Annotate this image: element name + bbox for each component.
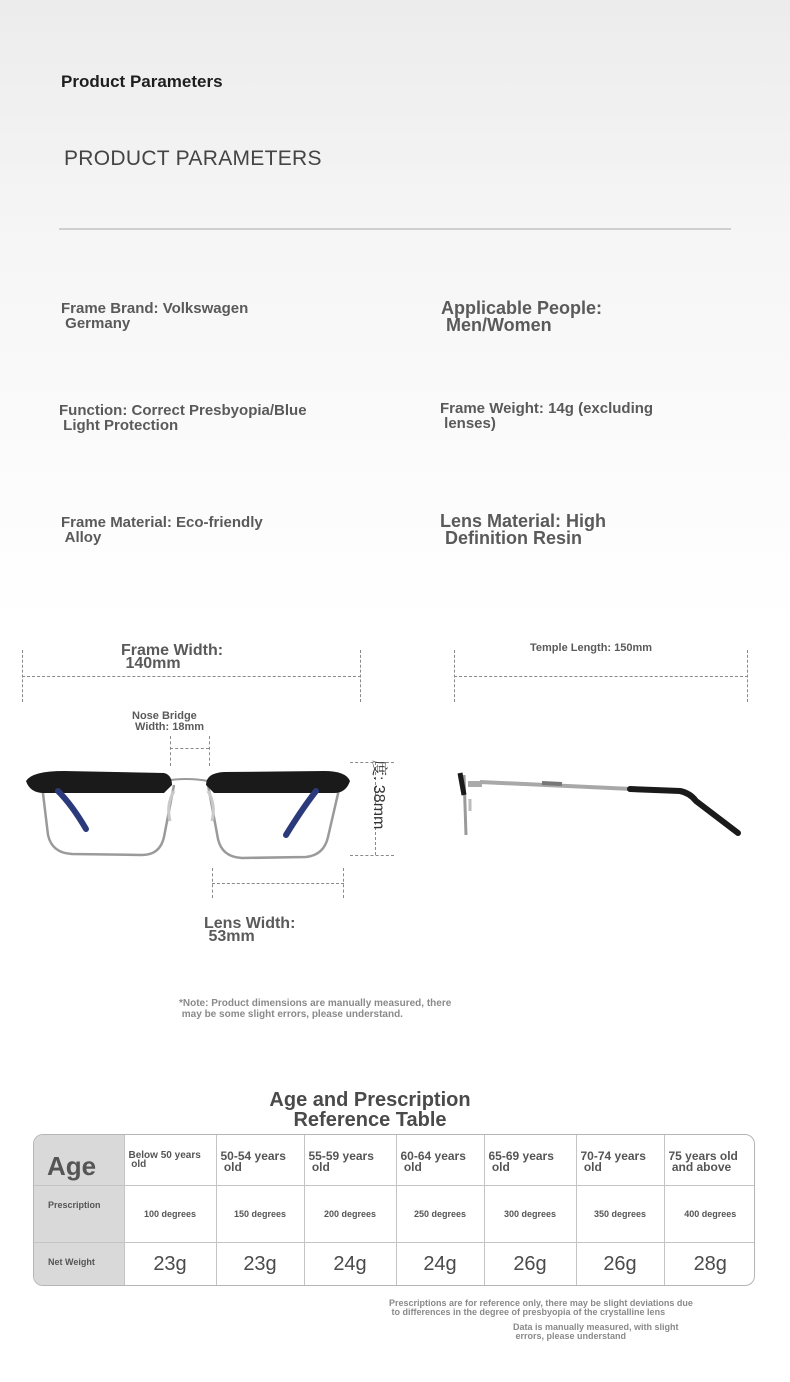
lens-width-dimension-line xyxy=(212,883,344,884)
temple-length-dimension-line xyxy=(454,676,748,677)
param-applicable-people: Applicable People: Men/Women xyxy=(441,298,603,335)
prescription-cell: 300 degrees xyxy=(484,1185,576,1242)
age-cell: 75 years old and above xyxy=(664,1135,755,1185)
prescription-cell: 400 degrees xyxy=(664,1185,755,1242)
weight-cell: 23g xyxy=(124,1242,216,1286)
age-header: Age xyxy=(34,1135,124,1185)
footnote-prescription: Prescriptions are for reference only, there may be slight deviations due to differences in the degree of presbyopia of the crystalline lens xyxy=(389,1298,693,1317)
frame-width-tick-right xyxy=(360,650,361,702)
age-cell: 65-69 years old xyxy=(484,1135,576,1185)
lens-width-label: Lens Width: 53mm xyxy=(204,915,296,945)
age-cell: 70-74 years old xyxy=(576,1135,664,1185)
frame-width-label: Frame Width: 140mm xyxy=(121,642,224,672)
lens-height-tick-bottom xyxy=(350,855,394,856)
param-lens-material: Lens Material: High Definition Resin xyxy=(440,511,607,548)
prescription-cell: 250 degrees xyxy=(396,1185,484,1242)
age-cell: 50-54 years old xyxy=(216,1135,304,1185)
prescription-cell: 350 degrees xyxy=(576,1185,664,1242)
lens-width-tick-left xyxy=(212,868,213,898)
age-cell: 60-64 years old xyxy=(396,1135,484,1185)
prescription-cell: 100 degrees xyxy=(124,1185,216,1242)
table-title: Age and Prescription Reference Table xyxy=(269,1089,471,1131)
weight-cell: 24g xyxy=(304,1242,396,1286)
nose-bridge-tick-right xyxy=(209,736,210,766)
prescription-cell: 200 degrees xyxy=(304,1185,396,1242)
weight-cell: 23g xyxy=(216,1242,304,1286)
weight-cell: 28g xyxy=(693,1253,727,1276)
lens-height-label: 度: 38mm xyxy=(370,760,387,830)
page-title: Product Parameters xyxy=(61,72,223,91)
age-cell: Below 50 years old xyxy=(124,1135,216,1185)
param-function: Function: Correct Presbyopia/Blue Light Protection xyxy=(59,402,307,434)
temple-length-tick-right xyxy=(747,650,748,702)
nose-bridge-tick-left xyxy=(170,736,171,766)
net-weight-header: Net Weight xyxy=(34,1242,124,1286)
divider xyxy=(59,228,731,230)
temple-length-label: Temple Length: 150mm xyxy=(530,642,653,654)
frame-width-tick-left xyxy=(22,650,23,702)
age-cell: 55-59 years old xyxy=(304,1135,396,1185)
nose-bridge-label: Nose Bridge Width: 18mm xyxy=(132,710,205,733)
glasses-side-view xyxy=(452,765,744,845)
reference-table xyxy=(33,1134,755,1286)
param-frame-material: Frame Material: Eco-friendly Alloy xyxy=(61,514,263,546)
prescription-header: Prescription xyxy=(34,1185,124,1242)
nose-bridge-dimension-line xyxy=(170,748,209,749)
weight-cell: 26g xyxy=(576,1242,664,1286)
weight-cell: 26g xyxy=(484,1242,576,1286)
section-title: PRODUCT PARAMETERS xyxy=(64,147,322,170)
measurement-note: *Note: Product dimensions are manually measured, there may be some slight errors, please understand. xyxy=(179,998,452,1020)
temple-length-tick-left xyxy=(454,650,455,702)
param-frame-brand: Frame Brand: Volkswagen Germany xyxy=(61,300,249,332)
param-frame-weight: Frame Weight: 14g (excluding lenses) xyxy=(440,400,654,432)
glasses-front-view xyxy=(24,765,354,861)
frame-width-dimension-line xyxy=(22,676,361,677)
footnote-measurement: Data is manually measured, with slight errors, please understand xyxy=(513,1322,679,1341)
lens-width-tick-right xyxy=(343,868,344,898)
prescription-cell: 150 degrees xyxy=(216,1185,304,1242)
weight-cell: 24g xyxy=(396,1242,484,1286)
